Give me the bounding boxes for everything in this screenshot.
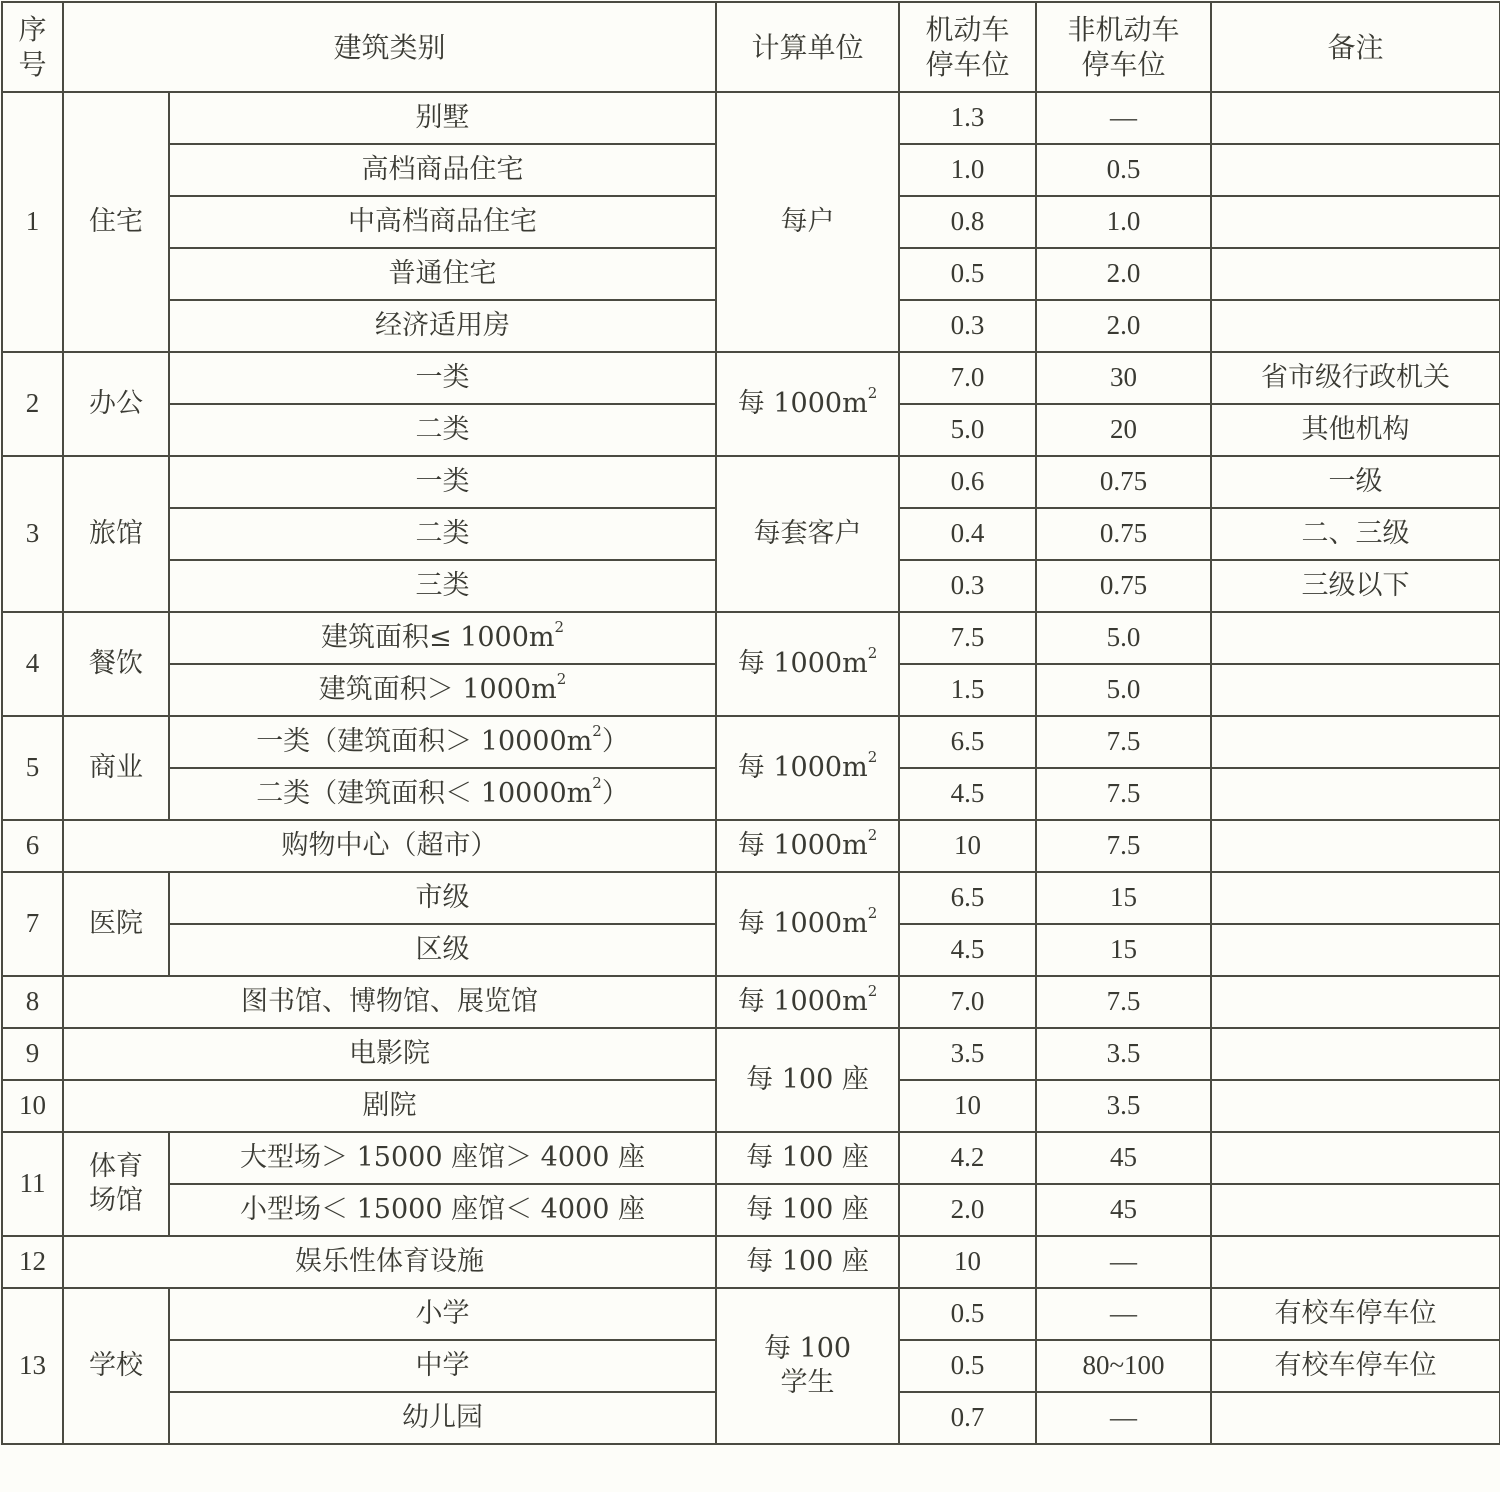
- header-motor: 机动车 停车位: [899, 2, 1036, 92]
- table-row: [2, 1236, 1500, 1288]
- item-cell: 大型场＞ 15000 座馆＞ 4000 座: [169, 1132, 716, 1184]
- remark-cell: [1211, 664, 1500, 716]
- motor-cell: 7.0: [899, 976, 1036, 1028]
- motor-cell: 0.3: [899, 560, 1036, 612]
- seq-cell: 11: [2, 1132, 63, 1236]
- seq-cell: 1: [2, 92, 63, 352]
- table-row: [2, 976, 1500, 1028]
- seq-cell: 5: [2, 716, 63, 820]
- seq-cell: 6: [2, 820, 63, 872]
- motor-cell: 6.5: [899, 716, 1036, 768]
- remark-cell: [1211, 144, 1500, 196]
- remark-cell: [1211, 196, 1500, 248]
- remark-cell: [1211, 872, 1500, 924]
- unit-cell: 每 100 座: [716, 1236, 899, 1288]
- nonmotor-cell: 45: [1036, 1184, 1211, 1236]
- motor-cell: 4.5: [899, 924, 1036, 976]
- item-cell: 建筑面积＞ $1000m^2$: [169, 664, 716, 716]
- nonmotor-cell: 5.0: [1036, 612, 1211, 664]
- nonmotor-cell: 7.5: [1036, 768, 1211, 820]
- nonmotor-cell: 7.5: [1036, 820, 1211, 872]
- motor-cell: 0.5: [899, 1340, 1036, 1392]
- seq-cell: 3: [2, 456, 63, 612]
- item-cell: 幼儿园: [169, 1392, 716, 1444]
- item-cell: 二类: [169, 508, 716, 560]
- remark-cell: [1211, 768, 1500, 820]
- item-cell: 市级: [169, 872, 716, 924]
- nonmotor-cell: —: [1036, 1288, 1211, 1340]
- nonmotor-cell: 15: [1036, 924, 1211, 976]
- remark-cell: [1211, 976, 1500, 1028]
- nonmotor-cell: 3.5: [1036, 1028, 1211, 1080]
- remark-cell: 其他机构: [1211, 404, 1500, 456]
- motor-cell: 1.5: [899, 664, 1036, 716]
- nonmotor-cell: 0.75: [1036, 508, 1211, 560]
- nonmotor-cell: —: [1036, 1236, 1211, 1288]
- motor-cell: 5.0: [899, 404, 1036, 456]
- remark-cell: 一级: [1211, 456, 1500, 508]
- item-cell: 中高档商品住宅: [169, 196, 716, 248]
- item-cell: 娱乐性体育设施: [63, 1236, 716, 1288]
- nonmotor-cell: —: [1036, 92, 1211, 144]
- header-unit: 计算单位: [716, 2, 899, 92]
- remark-cell: [1211, 1132, 1500, 1184]
- nonmotor-cell: 45: [1036, 1132, 1211, 1184]
- header-remark: 备注: [1211, 2, 1500, 92]
- group-cell: 医院: [63, 872, 169, 976]
- table-row: [2, 1132, 1500, 1184]
- motor-cell: 0.8: [899, 196, 1036, 248]
- group-cell: 商业: [63, 716, 169, 820]
- item-cell: 中学: [169, 1340, 716, 1392]
- remark-cell: [1211, 1028, 1500, 1080]
- table-row: [2, 92, 1500, 144]
- remark-cell: 有校车停车位: [1211, 1340, 1500, 1392]
- item-cell: 电影院: [63, 1028, 716, 1080]
- nonmotor-cell: 0.75: [1036, 560, 1211, 612]
- remark-cell: [1211, 92, 1500, 144]
- remark-cell: [1211, 300, 1500, 352]
- item-cell: 二类: [169, 404, 716, 456]
- remark-cell: 省市级行政机关: [1211, 352, 1500, 404]
- table-row: [2, 716, 1500, 768]
- item-cell: 经济适用房: [169, 300, 716, 352]
- group-cell: 学校: [63, 1288, 169, 1444]
- motor-cell: 0.6: [899, 456, 1036, 508]
- nonmotor-cell: 3.5: [1036, 1080, 1211, 1132]
- motor-cell: 0.5: [899, 1288, 1036, 1340]
- unit-cell: 每 100 座: [716, 1132, 899, 1184]
- nonmotor-cell: 80~100: [1036, 1340, 1211, 1392]
- nonmotor-cell: 7.5: [1036, 716, 1211, 768]
- group-cell: 办公: [63, 352, 169, 456]
- nonmotor-cell: 15: [1036, 872, 1211, 924]
- header-category: 建筑类别: [63, 2, 716, 92]
- table-row: [2, 1028, 1500, 1080]
- item-cell: 小学: [169, 1288, 716, 1340]
- unit-cell: 每 $1000m^2$: [716, 976, 899, 1028]
- seq-cell: 7: [2, 872, 63, 976]
- motor-cell: 0.7: [899, 1392, 1036, 1444]
- nonmotor-cell: 7.5: [1036, 976, 1211, 1028]
- motor-cell: 10: [899, 1236, 1036, 1288]
- remark-cell: [1211, 1392, 1500, 1444]
- unit-cell: 每套客户: [716, 456, 899, 612]
- unit-cell: 每 $1000m^2$: [716, 872, 899, 976]
- unit-cell: 每 $1000m^2$: [716, 352, 899, 456]
- unit-cell: 每 100 座: [716, 1184, 899, 1236]
- motor-cell: 7.5: [899, 612, 1036, 664]
- motor-cell: 1.3: [899, 92, 1036, 144]
- seq-cell: 8: [2, 976, 63, 1028]
- nonmotor-cell: 30: [1036, 352, 1211, 404]
- motor-cell: 0.4: [899, 508, 1036, 560]
- item-cell: 建筑面积≤ $1000m^2$: [169, 612, 716, 664]
- seq-cell: 9: [2, 1028, 63, 1080]
- item-cell: 三类: [169, 560, 716, 612]
- nonmotor-cell: 2.0: [1036, 248, 1211, 300]
- motor-cell: 3.5: [899, 1028, 1036, 1080]
- motor-cell: 10: [899, 1080, 1036, 1132]
- item-cell: 剧院: [63, 1080, 716, 1132]
- unit-cell: 每 $1000m^2$: [716, 612, 899, 716]
- motor-cell: 0.3: [899, 300, 1036, 352]
- seq-cell: 12: [2, 1236, 63, 1288]
- item-cell: 高档商品住宅: [169, 144, 716, 196]
- nonmotor-cell: 20: [1036, 404, 1211, 456]
- motor-cell: 10: [899, 820, 1036, 872]
- seq-cell: 2: [2, 352, 63, 456]
- parking-standard-table: [1, 1, 1500, 1445]
- remark-cell: [1211, 1080, 1500, 1132]
- table-row: [2, 456, 1500, 508]
- unit-cell: 每 100 座: [716, 1028, 899, 1132]
- table-row: [2, 872, 1500, 924]
- motor-cell: 6.5: [899, 872, 1036, 924]
- table-row: [2, 1288, 1500, 1340]
- header-nonmotor: 非机动车 停车位: [1036, 2, 1211, 92]
- nonmotor-cell: 0.75: [1036, 456, 1211, 508]
- remark-cell: 有校车停车位: [1211, 1288, 1500, 1340]
- group-cell: 旅馆: [63, 456, 169, 612]
- unit-cell: 每 $1000m^2$: [716, 820, 899, 872]
- remark-cell: 三级以下: [1211, 560, 1500, 612]
- remark-cell: [1211, 924, 1500, 976]
- remark-cell: [1211, 820, 1500, 872]
- item-cell: 一类: [169, 456, 716, 508]
- unit-cell: 每 100 学生: [716, 1288, 899, 1444]
- remark-cell: [1211, 716, 1500, 768]
- item-cell: 购物中心（超市）: [63, 820, 716, 872]
- item-cell: 别墅: [169, 92, 716, 144]
- item-cell: 普通住宅: [169, 248, 716, 300]
- remark-cell: [1211, 612, 1500, 664]
- motor-cell: 4.5: [899, 768, 1036, 820]
- motor-cell: 0.5: [899, 248, 1036, 300]
- group-cell: 体育 场馆: [63, 1132, 169, 1236]
- nonmotor-cell: 5.0: [1036, 664, 1211, 716]
- seq-cell: 4: [2, 612, 63, 716]
- remark-cell: [1211, 248, 1500, 300]
- unit-cell: 每户: [716, 92, 899, 352]
- group-cell: 餐饮: [63, 612, 169, 716]
- nonmotor-cell: 1.0: [1036, 196, 1211, 248]
- nonmotor-cell: 0.5: [1036, 144, 1211, 196]
- remark-cell: 二、三级: [1211, 508, 1500, 560]
- nonmotor-cell: —: [1036, 1392, 1211, 1444]
- motor-cell: 4.2: [899, 1132, 1036, 1184]
- nonmotor-cell: 2.0: [1036, 300, 1211, 352]
- item-cell: 小型场＜ 15000 座馆＜ 4000 座: [169, 1184, 716, 1236]
- item-cell: 图书馆、博物馆、展览馆: [63, 976, 716, 1028]
- table-row: [2, 820, 1500, 872]
- motor-cell: 1.0: [899, 144, 1036, 196]
- item-cell: 区级: [169, 924, 716, 976]
- motor-cell: 7.0: [899, 352, 1036, 404]
- item-cell: 一类: [169, 352, 716, 404]
- table-row: [2, 1184, 1500, 1236]
- header-row: [2, 2, 1500, 92]
- table-row: [2, 352, 1500, 404]
- remark-cell: [1211, 1184, 1500, 1236]
- remark-cell: [1211, 1236, 1500, 1288]
- item-cell: 一类（建筑面积＞ $10000m^2$）: [169, 716, 716, 768]
- header-seq: 序 号: [2, 2, 63, 92]
- motor-cell: 2.0: [899, 1184, 1036, 1236]
- unit-cell: 每 $1000m^2$: [716, 716, 899, 820]
- item-cell: 二类（建筑面积＜ $10000m^2$）: [169, 768, 716, 820]
- table-row: [2, 612, 1500, 664]
- group-cell: 住宅: [63, 92, 169, 352]
- seq-cell: 10: [2, 1080, 63, 1132]
- seq-cell: 13: [2, 1288, 63, 1444]
